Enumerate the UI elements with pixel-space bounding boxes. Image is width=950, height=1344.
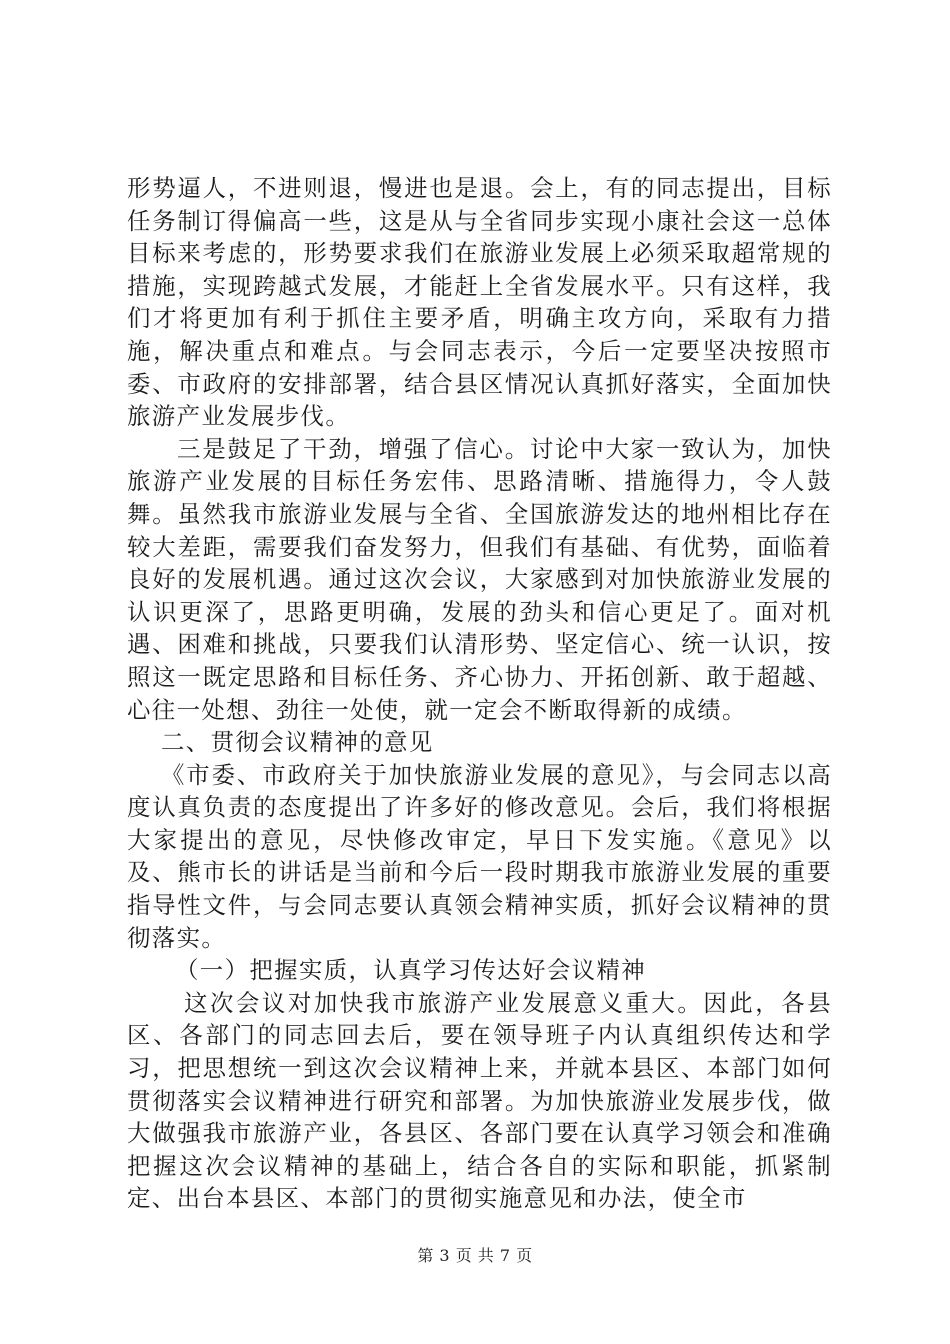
section-heading: 二、贯彻会议精神的意见	[161, 728, 434, 757]
body-paragraph: 形势逼人，不进则退，慢进也是退。会上，有的同志提出，目标任务制订得偏高一些，这是从与全省同步实现小康社会这一总体目标来考虑的，形势要求我们在旅游业发展上必须采取超常规的措施，实现跨越式发展，才能赶上全省发展水平。只有这样，我们才将更加有利于抓住主要矛盾，明确主攻方向，采取有力措施，解决重点和难点。与会同志表示，今后一定要坚决按照市委、市政府的安排部署，结合县区情况认真抓好落实，全面加快旅游产业发展步伐。	[127, 174, 832, 431]
page-number-footer: 第 3 页 共 7 页	[417, 1246, 533, 1265]
subsection-heading: （一）把握实质，认真学习传达好会议精神	[175, 956, 647, 985]
body-paragraph: 三是鼓足了干劲，增强了信心。讨论中大家一致认为，加快旅游产业发展的目标任务宏伟、思路清晰、措施得力，令人鼓舞。虽然我市旅游业发展与全省、全国旅游发达的地州相比存在较大差距，需要我们奋发努力，但我们有基础、有优势，面临着良好的发展机遇。通过这次会议，大家感到对加快旅游业发展的认识更深了，思路更明确，发展的劲头和信心更足了。面对机遇、困难和挑战，只要我们认清形势、坚定信心、统一认识，按照这一既定思路和目标任务、齐心协力、开拓创新、敢于超越、心往一处想、劲往一处使，就一定会不断取得新的成绩。	[127, 434, 832, 724]
document-body	[127, 172, 832, 1215]
body-paragraph: 这次会议对加快我市旅游产业发展意义重大。因此，各县区、各部门的同志回去后，要在领导班子内认真组织传达和学习，把思想统一到这次会议精神上来，并就本县区、本部门如何贯彻落实会议精神进行研究和部署。为加快旅游业发展步伐，做大做强我市旅游产业，各县区、各部门要在认真学习领会和准确把握这次会议精神的基础上，结合各自的实际和职能，抓紧制定、出台本县区、本部门的贯彻实施意见和办法，使全市	[127, 988, 832, 1213]
body-paragraph: 《市委、市政府关于加快旅游业发展的意见》，与会同志以高度认真负责的态度提出了许多好的修改意见。会后，我们将根据大家提出的意见，尽快修改审定，早日下发实施。《意见》以及、熊市长的讲话是当前和今后一段时期我市旅游业发展的重要指导性文件，与会同志要认真领会精神实质，抓好会议精神的贯彻落实。	[127, 760, 832, 952]
